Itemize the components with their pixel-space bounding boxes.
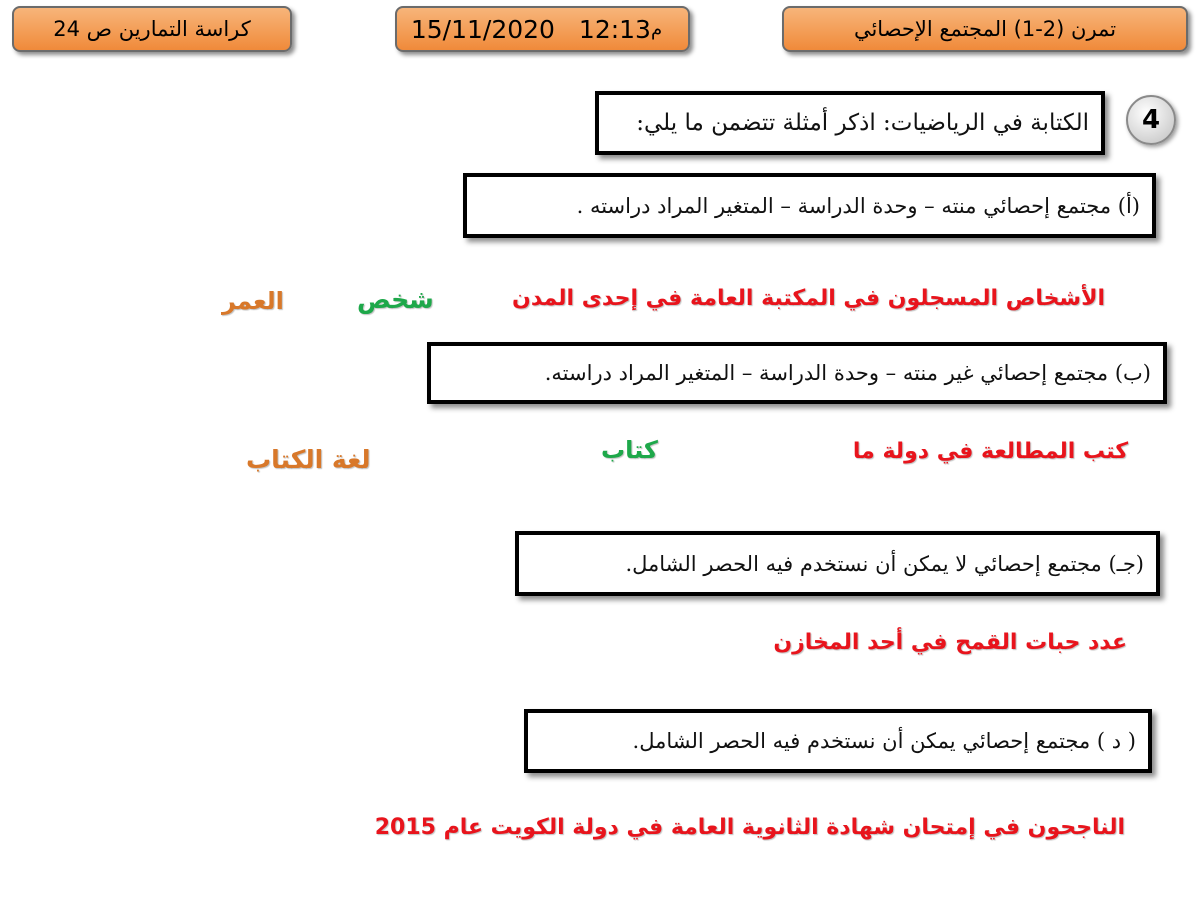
question-prompt: الكتابة في الرياضيات: اذكر أمثلة تتضمن ما يلي: <box>636 110 1089 136</box>
workbook-page-tab <box>12 6 292 52</box>
part-c-text: (جـ) مجتمع إحصائي لا يمكن أن نستخدم فيه الحصر الشامل. <box>625 551 1144 576</box>
datetime-value <box>411 15 651 44</box>
exercise-title-tab <box>782 6 1188 52</box>
part-b-text: (ب) مجتمع إحصائي غير منته – وحدة الدراسة – المتغير المراد دراسته. <box>544 361 1151 385</box>
part-a-unit-answer: شخص <box>357 285 434 314</box>
time-text: 12:13 <box>578 14 651 44</box>
exercise-title: تمرن (2-1) المجتمع الإحصائي <box>853 17 1117 41</box>
part-b-box <box>427 342 1167 404</box>
time-suffix: م <box>650 18 663 40</box>
workbook-page-label: كراسة التمارين ص 24 <box>53 17 251 41</box>
part-d-text: ( د ) مجتمع إحصائي يمكن أن نستخدم فيه الحصر الشامل. <box>632 729 1136 753</box>
part-c-box <box>515 531 1160 596</box>
part-d-box <box>524 709 1152 773</box>
part-b-unit-answer: كتاب <box>601 436 658 464</box>
part-a-box <box>463 173 1156 238</box>
part-b-population-answer: كتب المطالعة في دولة ما <box>852 439 1128 464</box>
question-number-badge <box>1126 95 1176 145</box>
datetime-tab <box>395 6 690 52</box>
part-d-answer: الناجحون في إمتحان شهادة الثانوية العامة في دولة الكويت عام 2015 <box>374 815 1125 840</box>
part-c-answer: عدد حبات القمح في أحد المخازن <box>773 630 1127 655</box>
date-text: 15/11/2020 <box>410 14 555 44</box>
part-b-variable-answer: لغة الكتاب <box>246 445 371 474</box>
question-prompt-box <box>595 91 1105 155</box>
part-a-text: (أ) مجتمع إحصائي منته – وحدة الدراسة – المتغير المراد دراسته . <box>576 193 1140 218</box>
question-number: 4 <box>1141 105 1161 135</box>
part-a-variable-answer: العمر <box>222 287 284 315</box>
part-a-population-answer: الأشخاص المسجلون في المكتبة العامة في إحدى المدن <box>512 286 1105 311</box>
